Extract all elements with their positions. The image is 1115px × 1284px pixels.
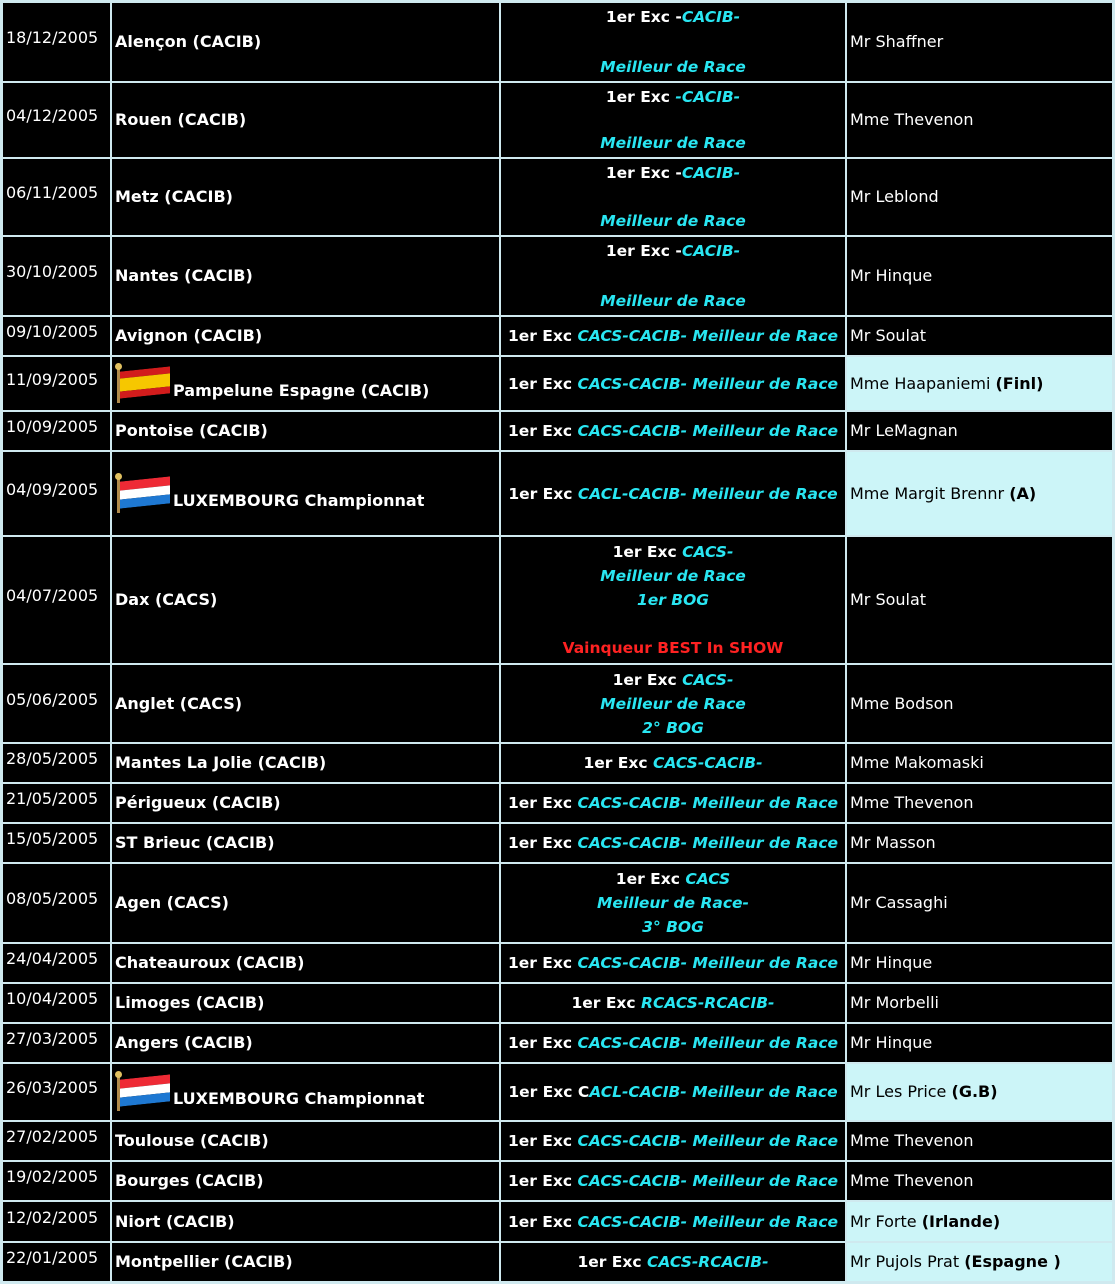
- placement-text: 1er Exc: [507, 1212, 578, 1231]
- judge-name: Mr Hinque: [850, 953, 933, 972]
- table-row: [2, 536, 1113, 664]
- result-cell: [500, 1063, 846, 1121]
- award-text: CACIB-: [681, 242, 741, 260]
- result-cell: [500, 411, 846, 451]
- show-name: Angers (CACIB): [115, 1033, 253, 1052]
- award-text: Meilleur de Race: [600, 134, 746, 152]
- show-name: Agen (CACS): [115, 893, 229, 912]
- show-cell: [111, 1161, 500, 1201]
- show-date: 12/02/2005: [6, 1207, 99, 1227]
- judge-name: Mr Hinque: [850, 1033, 933, 1052]
- date-cell: [2, 536, 111, 664]
- placement-text: 1er Exc: [507, 954, 578, 972]
- result-cell: [500, 1161, 846, 1201]
- show-date: 05/06/2005: [6, 689, 99, 709]
- show-cell: [111, 536, 500, 664]
- judge-cell: [846, 158, 1113, 236]
- judge-country: (G.B): [951, 1082, 998, 1101]
- placement-text: 1er Exc: [612, 543, 683, 561]
- show-cell: [111, 1121, 500, 1161]
- date-cell: [2, 983, 111, 1023]
- award-text: 3° BOG: [642, 918, 704, 936]
- judge-cell: [846, 316, 1113, 356]
- show-name: LUXEMBOURG Championnat: [173, 490, 425, 510]
- placement-text: 1er Exc C: [508, 1083, 590, 1101]
- show-cell: [111, 1201, 500, 1242]
- award-text: Meilleur de Race: [600, 292, 746, 310]
- date-cell: [2, 743, 111, 783]
- table-row: [2, 1242, 1113, 1282]
- award-text: CACS-CACIB- Meilleur de Race: [577, 327, 839, 345]
- date-cell: [2, 1121, 111, 1161]
- show-name: Montpellier (CACIB): [115, 1252, 293, 1271]
- judge-country: (Espagne ): [964, 1252, 1061, 1271]
- date-cell: [2, 863, 111, 943]
- award-text: CACS-CACIB- Meilleur de Race: [577, 794, 839, 812]
- show-name: Mantes La Jolie (CACIB): [115, 753, 327, 772]
- award-text: CACS-CACIB- Meilleur de Race: [577, 374, 839, 393]
- judge-cell: [846, 356, 1113, 411]
- result-cell: [500, 2, 846, 82]
- result-cell: [500, 1023, 846, 1063]
- result-cell: [500, 983, 846, 1023]
- show-cell: [111, 863, 500, 943]
- award-text: CACS-CACIB- Meilleur de Race: [577, 1034, 839, 1052]
- placement-text: 1er Exc: [507, 1132, 578, 1150]
- show-date: 04/09/2005: [6, 479, 99, 499]
- award-text: 1er BOG: [636, 591, 710, 609]
- table-row: [2, 1161, 1113, 1201]
- show-name: Nantes (CACIB): [115, 266, 253, 285]
- placement-text: 1er Exc: [605, 88, 676, 106]
- judge-cell: [846, 82, 1113, 158]
- judge-name: Mme Thevenon: [850, 110, 974, 129]
- show-name: Pampelune Espagne (CACIB): [173, 380, 430, 400]
- date-cell: [2, 451, 111, 536]
- award-text: CACS-CACIB- Meilleur de Race: [577, 834, 839, 852]
- show-name: Périgueux (CACIB): [115, 793, 281, 812]
- date-cell: [2, 236, 111, 316]
- date-cell: [2, 158, 111, 236]
- judge-name: Mr Forte: [850, 1211, 917, 1231]
- judge-name: Mme Haapaniemi: [850, 373, 991, 393]
- show-cell: [111, 1242, 500, 1282]
- show-date: 09/10/2005: [6, 322, 99, 341]
- judge-cell: [846, 783, 1113, 823]
- date-cell: [2, 316, 111, 356]
- judge-name: Mme Bodson: [850, 693, 954, 713]
- award-text: 2° BOG: [642, 718, 704, 737]
- show-date: 30/10/2005: [6, 262, 99, 281]
- award-text: RCACS-RCACIB-: [641, 994, 775, 1012]
- result-cell: [500, 664, 846, 743]
- judge-name: Mr Soulat: [850, 326, 927, 345]
- judge-cell: [846, 1242, 1113, 1282]
- show-cell: [111, 236, 500, 316]
- show-date: 15/05/2005: [6, 829, 99, 848]
- table-row: [2, 2, 1113, 82]
- judge-cell: [846, 664, 1113, 743]
- show-date: 04/12/2005: [6, 106, 99, 125]
- award-text: Meilleur de Race: [600, 567, 746, 585]
- placement-text: 1er Exc: [612, 670, 683, 689]
- judge-country: (A): [1009, 483, 1037, 503]
- table-row: [2, 863, 1113, 943]
- show-date: 11/09/2005: [6, 369, 99, 389]
- show-cell: [111, 356, 500, 411]
- result-cell: [500, 236, 846, 316]
- placement-text: 1er Exc: [571, 994, 642, 1012]
- judge-name: Mme Margit Brennr: [850, 483, 1005, 503]
- judge-cell: [846, 451, 1113, 536]
- show-cell: [111, 2, 500, 82]
- show-cell: [111, 983, 500, 1023]
- date-cell: [2, 1023, 111, 1063]
- judge-name: Mr Cassaghi: [850, 893, 948, 912]
- result-cell: [500, 356, 846, 411]
- judge-cell: [846, 983, 1113, 1023]
- show-cell: [111, 783, 500, 823]
- result-cell: [500, 82, 846, 158]
- judge-name: Mme Makomaski: [850, 753, 984, 772]
- show-name: LUXEMBOURG Championnat: [173, 1089, 425, 1108]
- judge-name: Mr Pujols Prat: [850, 1252, 960, 1271]
- award-text: ACL-CACIB- Meilleur de Race: [589, 1083, 838, 1101]
- show-cell: [111, 664, 500, 743]
- show-cell: [111, 411, 500, 451]
- judge-name: Mr Les Price: [850, 1082, 947, 1101]
- date-cell: [2, 823, 111, 863]
- award-text: CACS-CACIB- Meilleur de Race: [577, 954, 839, 972]
- judge-cell: [846, 943, 1113, 983]
- placement-text: 1er Exc: [615, 870, 686, 888]
- table-row: [2, 236, 1113, 316]
- date-cell: [2, 82, 111, 158]
- show-cell: [111, 823, 500, 863]
- table-row: [2, 451, 1113, 536]
- placement-text: 1er Exc: [507, 327, 578, 345]
- show-date: 21/05/2005: [6, 789, 99, 808]
- judge-name: Mr Shaffner: [850, 32, 944, 51]
- result-cell: [500, 316, 846, 356]
- table-row: [2, 1063, 1113, 1121]
- show-name: Metz (CACIB): [115, 187, 233, 206]
- table-row: [2, 158, 1113, 236]
- show-cell: [111, 743, 500, 783]
- show-name: Toulouse (CACIB): [115, 1131, 269, 1150]
- show-date: 04/07/2005: [6, 586, 99, 605]
- show-name: Rouen (CACIB): [115, 110, 247, 129]
- show-cell: [111, 943, 500, 983]
- table-row: [2, 743, 1113, 783]
- award-text: CACIB-: [681, 8, 741, 26]
- judge-name: Mme Thevenon: [850, 1131, 974, 1150]
- award-text: Meilleur de Race: [600, 212, 746, 230]
- judge-name: Mr Leblond: [850, 187, 939, 206]
- judge-name: Mr Masson: [850, 833, 936, 852]
- placement-text: 1er Exc -: [605, 164, 682, 182]
- result-cell: [500, 1242, 846, 1282]
- judge-name: Mme Thevenon: [850, 1171, 974, 1190]
- show-date: 10/09/2005: [6, 417, 99, 436]
- award-text: CACS: [685, 870, 731, 888]
- show-cell: [111, 158, 500, 236]
- show-date: 28/05/2005: [6, 749, 99, 768]
- show-date: 24/04/2005: [6, 949, 99, 968]
- date-cell: [2, 943, 111, 983]
- award-text: CACS-: [682, 670, 734, 689]
- show-name: Avignon (CACIB): [115, 326, 263, 345]
- show-cell: [111, 82, 500, 158]
- result-cell: [500, 451, 846, 536]
- judge-cell: [846, 411, 1113, 451]
- table-row: [2, 356, 1113, 411]
- date-cell: [2, 783, 111, 823]
- show-name: Anglet (CACS): [115, 693, 243, 713]
- award-text: CACS-RCACIB-: [646, 1253, 769, 1271]
- spain-flag-icon: [115, 365, 171, 403]
- luxembourg-flag-icon: [115, 475, 171, 513]
- show-date: 08/05/2005: [6, 889, 99, 908]
- result-cell: [500, 1121, 846, 1161]
- placement-text: 1er Exc: [507, 422, 578, 440]
- award-text: CACIB-: [681, 164, 741, 182]
- table-row: [2, 82, 1113, 158]
- result-cell: [500, 943, 846, 983]
- award-text: Meilleur de Race-: [597, 894, 749, 912]
- award-text: CACS-CACIB- Meilleur de Race: [577, 1212, 839, 1231]
- judge-cell: [846, 1161, 1113, 1201]
- table-row: [2, 1121, 1113, 1161]
- placement-text: 1er Exc: [577, 1253, 647, 1271]
- placement-text: 1er Exc: [507, 374, 578, 393]
- show-cell: [111, 316, 500, 356]
- judge-cell: [846, 1023, 1113, 1063]
- judge-cell: [846, 1063, 1113, 1121]
- award-text: -CACIB-: [675, 88, 741, 106]
- result-cell: [500, 863, 846, 943]
- show-name: ST Brieuc (CACIB): [115, 833, 275, 852]
- judge-name: Mr LeMagnan: [850, 421, 958, 440]
- placement-text: 1er Exc: [507, 834, 578, 852]
- show-name: Limoges (CACIB): [115, 993, 265, 1012]
- table-row: [2, 823, 1113, 863]
- judge-name: Mr Soulat: [850, 590, 927, 609]
- result-cell: [500, 1201, 846, 1242]
- award-text: Meilleur de Race: [600, 58, 746, 76]
- judge-cell: [846, 236, 1113, 316]
- award-text: CACS-CACIB- Meilleur de Race: [577, 1132, 839, 1150]
- show-cell: [111, 1023, 500, 1063]
- placement-text: 1er Exc: [507, 1034, 578, 1052]
- judge-cell: [846, 823, 1113, 863]
- award-text: CACS-CACIB- Meilleur de Race: [577, 422, 839, 440]
- show-date: 27/03/2005: [6, 1029, 99, 1048]
- result-cell: [500, 158, 846, 236]
- show-name: Bourges (CACIB): [115, 1171, 264, 1190]
- table-row: [2, 783, 1113, 823]
- date-cell: [2, 1063, 111, 1121]
- table-row: [2, 664, 1113, 743]
- show-name: Pontoise (CACIB): [115, 421, 268, 440]
- judge-name: Mr Morbelli: [850, 993, 939, 1012]
- show-date: 26/03/2005: [6, 1078, 99, 1097]
- result-cell: [500, 783, 846, 823]
- show-date: 27/02/2005: [6, 1127, 99, 1146]
- placement-text: 1er Exc: [507, 1172, 578, 1190]
- judge-cell: [846, 536, 1113, 664]
- award-text: Meilleur de Race: [600, 694, 746, 713]
- placement-text: 1er Exc: [508, 484, 578, 503]
- show-cell: [111, 451, 500, 536]
- date-cell: [2, 1201, 111, 1242]
- table-row: [2, 943, 1113, 983]
- result-cell: [500, 536, 846, 664]
- result-cell: [500, 823, 846, 863]
- judge-name: Mme Thevenon: [850, 793, 974, 812]
- judge-country: (Irlande): [921, 1211, 1001, 1231]
- award-text: CACS-CACIB- Meilleur de Race: [577, 1172, 839, 1190]
- judge-cell: [846, 1121, 1113, 1161]
- show-date: 19/02/2005: [6, 1167, 99, 1186]
- award-text: CACS-CACIB-: [652, 754, 763, 772]
- show-date: 22/01/2005: [6, 1248, 99, 1267]
- show-date: 06/11/2005: [6, 183, 99, 202]
- show-name: Niort (CACIB): [115, 1211, 235, 1231]
- date-cell: [2, 664, 111, 743]
- table-row: [2, 316, 1113, 356]
- table-row: [2, 411, 1113, 451]
- award-text: CACL-CACIB- Meilleur de Race: [577, 484, 838, 503]
- judge-country: (Finl): [995, 373, 1044, 393]
- date-cell: [2, 411, 111, 451]
- result-cell: [500, 743, 846, 783]
- show-name: Alençon (CACIB): [115, 32, 262, 51]
- show-cell: [111, 1063, 500, 1121]
- luxembourg-flag-icon: [115, 1073, 171, 1111]
- table-row: [2, 1201, 1113, 1242]
- judge-name: Mr Hinque: [850, 266, 933, 285]
- show-date: 18/12/2005: [6, 28, 99, 47]
- show-name: Dax (CACS): [115, 590, 218, 609]
- judge-cell: [846, 863, 1113, 943]
- date-cell: [2, 356, 111, 411]
- table-row: [2, 983, 1113, 1023]
- judge-cell: [846, 743, 1113, 783]
- show-name: Chateauroux (CACIB): [115, 953, 305, 972]
- award-text: CACS-: [682, 543, 734, 561]
- judge-cell: [846, 1201, 1113, 1242]
- date-cell: [2, 1242, 111, 1282]
- placement-text: 1er Exc: [583, 754, 653, 772]
- show-date: 10/04/2005: [6, 989, 99, 1008]
- date-cell: [2, 2, 111, 82]
- date-cell: [2, 1161, 111, 1201]
- placement-text: 1er Exc -: [605, 242, 682, 260]
- table-row: [2, 1023, 1113, 1063]
- best-in-show-text: Vainqueur BEST In SHOW: [562, 639, 784, 657]
- placement-text: 1er Exc -: [605, 8, 682, 26]
- placement-text: 1er Exc: [507, 794, 578, 812]
- judge-cell: [846, 2, 1113, 82]
